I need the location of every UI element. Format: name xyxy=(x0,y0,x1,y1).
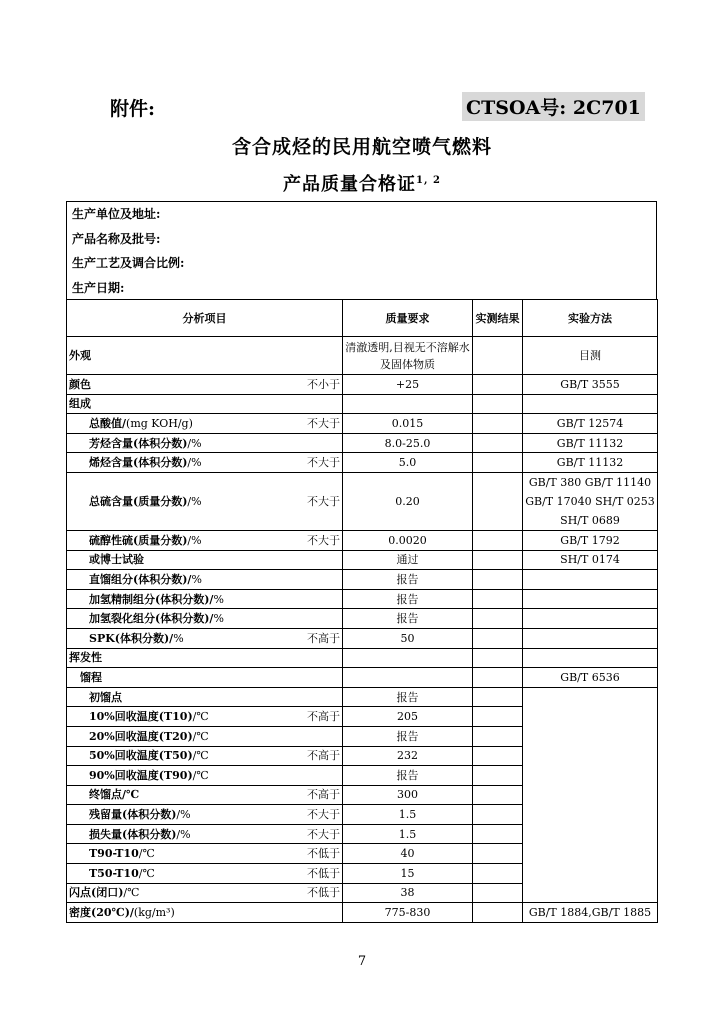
row-olefins-req: 5.0 xyxy=(343,453,473,473)
result-cell xyxy=(473,628,523,648)
row-color-method: GB/T 3555 xyxy=(523,375,658,395)
row-straight-unit: % xyxy=(191,572,202,586)
row-density-name: 密度(20℃)/ xyxy=(69,906,134,920)
distillation-method-span xyxy=(523,687,658,903)
col-method: 实验方法 xyxy=(523,300,658,337)
row-t50-cmp: 不高于 xyxy=(307,749,340,763)
result-cell xyxy=(473,414,523,434)
result-cell xyxy=(473,707,523,727)
section-composition: 组成 xyxy=(67,394,343,414)
row-acid-name: 总酸值/ xyxy=(89,416,127,430)
footnote-ref: 1, 2 xyxy=(416,175,441,186)
result-cell xyxy=(473,844,523,864)
result-cell xyxy=(473,766,523,786)
row-t90t10-unit: /℃ xyxy=(138,847,155,861)
table-row xyxy=(67,530,658,550)
row-fbp-cmp: 不高于 xyxy=(307,788,340,802)
row-sulfur-name: 总硫含量(质量分数) xyxy=(89,494,188,508)
row-loss-req: 1.5 xyxy=(343,824,473,844)
result-cell xyxy=(473,570,523,590)
row-straight-name: 直馏组分(体积分数)/ xyxy=(89,572,192,586)
row-t50t10-cmp: 不低于 xyxy=(307,866,340,880)
result-cell xyxy=(473,609,523,629)
header-row xyxy=(67,300,658,337)
row-distillation-name: 馏程 xyxy=(67,668,343,688)
table-row xyxy=(67,472,658,530)
row-hydrocracked-name: 加氢裂化组分(体积分数)/ xyxy=(89,612,214,626)
row-sulfur-method-2: GB/T 17040 SH/T 0253 xyxy=(525,494,655,508)
row-aromatics-name: 芳烃含量(体积分数) xyxy=(89,436,188,450)
row-mercaptan-req: 0.0020 xyxy=(343,530,473,550)
row-mercaptan-unit: /% xyxy=(187,533,202,547)
row-t20-req: 报告 xyxy=(343,726,473,746)
row-spk-name: SPK(体积分数)/ xyxy=(89,631,174,645)
row-t20-name: 20%回收温度(T20) xyxy=(89,729,193,743)
row-sulfur-method-1: GB/T 380 GB/T 11140 xyxy=(528,475,652,489)
method-cell xyxy=(523,589,658,609)
row-hydrotreated-unit: % xyxy=(213,592,224,606)
row-mercaptan-cmp: 不大于 xyxy=(307,533,340,547)
row-residue-cmp: 不大于 xyxy=(307,808,340,822)
certificate-title xyxy=(0,170,724,196)
table-row xyxy=(67,668,658,688)
col-result: 实测结果 xyxy=(473,300,523,337)
row-mercaptan-method: GB/T 1792 xyxy=(523,530,658,550)
page-number: 7 xyxy=(357,954,367,969)
row-residue-name: 残留量(体积分数) xyxy=(89,808,177,822)
document-title: 含合成烃的民用航空喷气燃料 xyxy=(231,136,492,158)
row-acid-req: 0.015 xyxy=(343,414,473,434)
row-aromatics-req: 8.0-25.0 xyxy=(343,433,473,453)
info-producer: 生产单位及地址: xyxy=(72,207,161,221)
certificate-title-text: 产品质量合格证 xyxy=(283,174,417,195)
row-aromatics-unit: /% xyxy=(187,436,202,450)
col-requirement: 质量要求 xyxy=(343,300,473,337)
row-olefins-cmp: 不大于 xyxy=(307,456,340,470)
row-sulfur-unit: /% xyxy=(187,494,202,508)
row-acid-method: GB/T 12574 xyxy=(523,414,658,434)
row-color-name: 颜色 xyxy=(69,377,91,391)
row-loss-name: 损失量(体积分数) xyxy=(89,827,177,841)
row-hydrotreated-req: 报告 xyxy=(343,589,473,609)
spec-table xyxy=(66,299,658,923)
result-cell xyxy=(473,785,523,805)
result-cell xyxy=(473,472,523,530)
row-distillation-method: GB/T 6536 xyxy=(523,668,658,688)
row-appearance-req: 清澈透明,目视无不溶解水及固体物质 xyxy=(343,337,473,375)
row-olefins-method: GB/T 11132 xyxy=(523,453,658,473)
row-t90t10-cmp: 不低于 xyxy=(307,847,340,861)
row-t90t10-req: 40 xyxy=(343,844,473,864)
table-row xyxy=(67,414,658,434)
table-row xyxy=(67,394,658,414)
table-row xyxy=(67,589,658,609)
table-row xyxy=(67,687,658,707)
row-mercaptan-name: 硫醇性硫(质量分数) xyxy=(89,533,188,547)
row-doctor-req: 通过 xyxy=(343,550,473,570)
row-spk-unit: % xyxy=(173,631,184,645)
row-t50-unit: /℃ xyxy=(192,749,209,763)
row-loss-unit: /% xyxy=(176,827,191,841)
row-t50t10-req: 15 xyxy=(343,864,473,884)
table-row xyxy=(67,433,658,453)
row-ibp-name: 初馏点 xyxy=(67,687,343,707)
row-t10-name: 10%回收温度(T10) xyxy=(89,710,193,724)
row-t10-req: 205 xyxy=(343,707,473,727)
row-color-req: +25 xyxy=(343,375,473,395)
row-density-unit: (kg/m³) xyxy=(133,906,175,920)
row-density-req: 775-830 xyxy=(343,903,473,923)
row-flash-req: 38 xyxy=(343,883,473,903)
row-hydrotreated-name: 加氢精制组分(体积分数)/ xyxy=(89,592,214,606)
row-t90-unit: /℃ xyxy=(192,768,209,782)
row-flash-name: 闪点(闭口) xyxy=(69,886,124,900)
table-row xyxy=(67,570,658,590)
section-volatility: 挥发性 xyxy=(67,648,343,668)
row-straight-req: 报告 xyxy=(343,570,473,590)
row-t50-name: 50%回收温度(T50) xyxy=(89,749,193,763)
row-olefins-name: 烯烃含量(体积分数) xyxy=(89,456,188,470)
method-cell xyxy=(523,628,658,648)
row-doctor-name: 或博士试验 xyxy=(67,550,343,570)
result-cell xyxy=(473,726,523,746)
result-cell xyxy=(473,337,523,375)
row-t20-unit: /℃ xyxy=(192,729,209,743)
table-row xyxy=(67,453,658,473)
row-sulfur-method-3: SH/T 0689 xyxy=(560,513,620,527)
table-row xyxy=(67,550,658,570)
row-flash-unit: /℃ xyxy=(123,886,140,900)
result-cell xyxy=(473,375,523,395)
result-cell xyxy=(473,687,523,707)
row-sulfur-cmp: 不大于 xyxy=(307,494,340,508)
row-appearance-method: 目测 xyxy=(523,337,658,375)
row-ibp-req: 报告 xyxy=(343,687,473,707)
table-row xyxy=(67,337,658,375)
row-olefins-unit: /% xyxy=(187,456,202,470)
row-t90-name: 90%回收温度(T90) xyxy=(89,768,193,782)
table-row xyxy=(67,903,658,923)
row-residue-unit: /% xyxy=(176,808,191,822)
row-sulfur-req: 0.20 xyxy=(343,472,473,530)
row-fbp-req: 300 xyxy=(343,785,473,805)
row-acid-unit: (mg KOH/g) xyxy=(126,416,193,430)
method-cell xyxy=(523,570,658,590)
result-cell xyxy=(473,550,523,570)
table-row xyxy=(67,375,658,395)
method-cell xyxy=(523,609,658,629)
info-block xyxy=(66,201,657,300)
row-flash-cmp: 不低于 xyxy=(307,886,340,900)
row-t50t10-unit: /℃ xyxy=(138,866,155,880)
result-cell xyxy=(473,903,523,923)
col-item: 分析项目 xyxy=(67,300,343,337)
row-spk-req: 50 xyxy=(343,628,473,648)
attachment-label: 附件: xyxy=(110,98,156,120)
result-cell xyxy=(473,805,523,825)
row-doctor-method: SH/T 0174 xyxy=(523,550,658,570)
row-t10-unit: /℃ xyxy=(192,710,209,724)
row-color-cmp: 不小于 xyxy=(307,377,340,391)
result-cell xyxy=(473,668,523,688)
row-acid-cmp: 不大于 xyxy=(307,416,340,430)
info-date: 生产日期: xyxy=(72,280,125,295)
row-hydrocracked-req: 报告 xyxy=(343,609,473,629)
row-spk-cmp: 不高于 xyxy=(307,631,340,645)
ctsoa-code: CTSOA号: 2C701 xyxy=(462,92,645,121)
info-product: 产品名称及批号: xyxy=(72,231,161,246)
row-density-method: GB/T 1884,GB/T 1885 xyxy=(523,903,658,923)
row-residue-req: 1.5 xyxy=(343,805,473,825)
result-cell xyxy=(473,433,523,453)
result-cell xyxy=(473,864,523,884)
table-row xyxy=(67,628,658,648)
row-aromatics-method: GB/T 11132 xyxy=(523,433,658,453)
row-loss-cmp: 不大于 xyxy=(307,827,340,841)
result-cell xyxy=(473,746,523,766)
result-cell xyxy=(473,589,523,609)
row-t90t10-name: T90-T10 xyxy=(89,847,139,861)
row-t10-cmp: 不高于 xyxy=(307,710,340,724)
result-cell xyxy=(473,453,523,473)
result-cell xyxy=(473,824,523,844)
result-cell xyxy=(473,883,523,903)
row-t50-req: 232 xyxy=(343,746,473,766)
row-fbp-name: 终馏点/℃ xyxy=(89,788,140,802)
row-appearance-name: 外观 xyxy=(67,337,343,375)
row-t90-req: 报告 xyxy=(343,766,473,786)
row-hydrocracked-unit: % xyxy=(213,612,224,626)
table-row xyxy=(67,609,658,629)
table-row xyxy=(67,648,658,668)
result-cell xyxy=(473,530,523,550)
row-t50t10-name: T50-T10 xyxy=(89,866,139,880)
info-process: 生产工艺及调合比例: xyxy=(72,256,185,270)
